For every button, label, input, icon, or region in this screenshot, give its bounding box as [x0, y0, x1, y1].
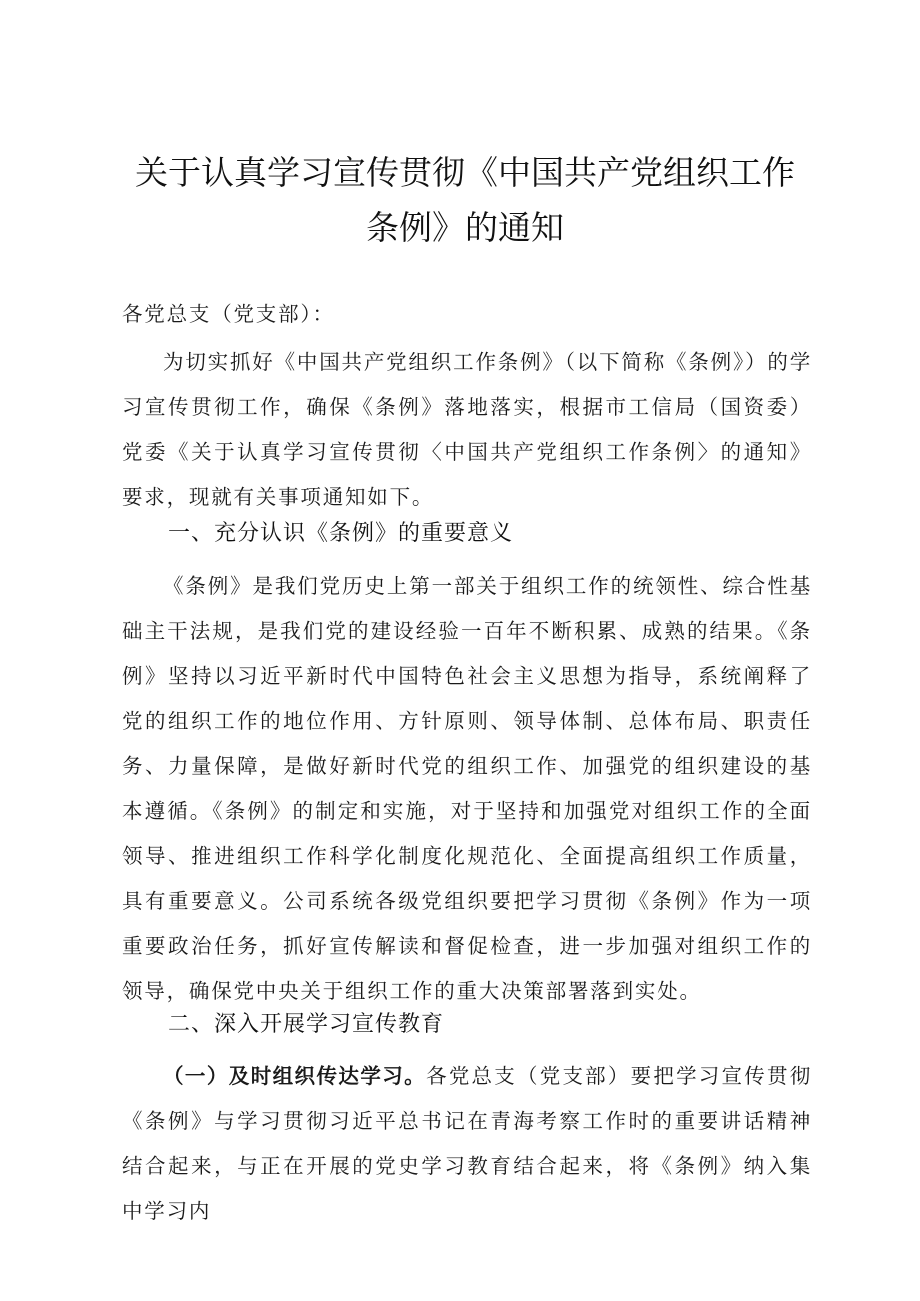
section-1-heading: 一、充分认识《条例》的重要意义 — [168, 521, 514, 546]
subsection-1-lead: （一）及时组织传达学习。 — [163, 1064, 427, 1088]
title-line-2: 条例》的通知 — [366, 208, 564, 247]
title-line-1: 关于认真学习宣传贯彻《中国共产党组织工作 — [135, 153, 795, 192]
document-title — [120, 145, 810, 255]
section-2-heading: 二、深入开展学习宣传教育 — [168, 1012, 445, 1037]
subsection-1-body: 各党总支（党支部）要把学习宣传贯彻《条例》与学习贯彻习近平总书记在青海考察工作时的重要讲话精神结合起来，与正在开展的党史学习教育结合起来，将《条例》纳入集中学习内 — [122, 1064, 813, 1223]
section-2-paragraph — [122, 1054, 812, 1234]
section-1-paragraph: 《条例》是我们党历史上第一部关于组织工作的统领性、综合性基础主干法规，是我们党的建设经验一百年不断积累、成熟的结果。《条例》坚持以习近平新时代中国特色社会主义思想为指导，系统阐释了党的组织工作的地位作用、方针原则、领导体制、总体布局、职责任务、力量保障，是做好新时代党的组织工作、加强党的组织建设的基本遵循。《条例》的制定和实施，对于坚持和加强党对组织工作的全面领导、推进组织工作科学化制度化规范化、全面提高组织工作质量，具有重要意义。公司系统各级党组织要把学习贯彻《条例》作为一项重要政治任务，抓好宣传解读和督促检查，进一步加强对组织工作的领导，确保党中央关于组织工作的重大决策部署落到实处。 — [122, 574, 812, 1003]
salutation: 各党总支（党支部）： — [122, 302, 335, 326]
intro-paragraph: 为切实抓好《中国共产党组织工作条例》（以下简称《条例》）的学习宣传贯彻工作，确保《条例》落地落实，根据市工信局（国资委）党委《关于认真学习宣传贯彻〈中国共产党组织工作条例〉的通知》要求，现就有关事项通知如下。 — [122, 350, 812, 509]
